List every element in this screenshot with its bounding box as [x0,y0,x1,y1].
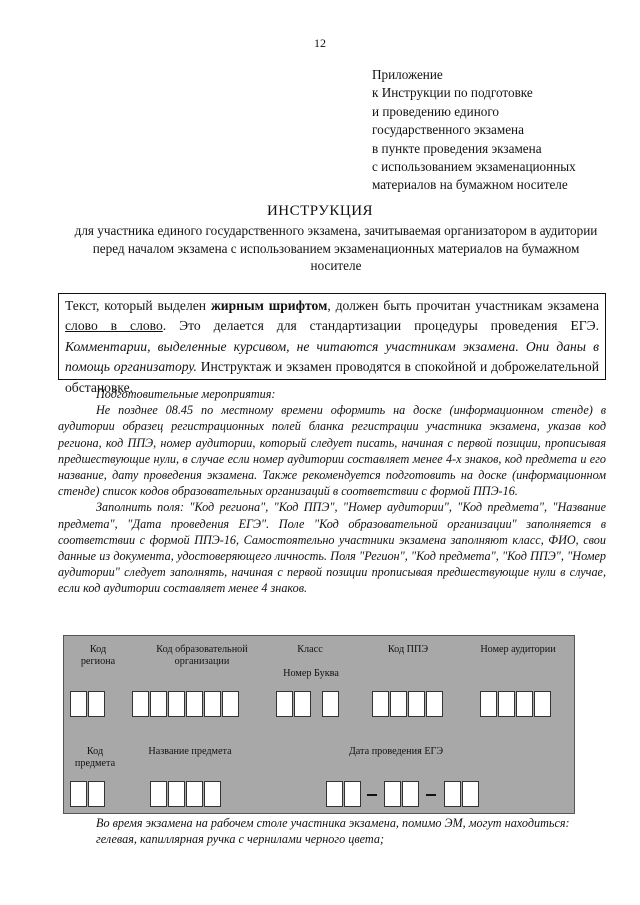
room-number-cell [480,691,497,717]
paragraph: Заполнить поля: "Код региона", "Код ППЭ", "Номер аудитории", "Код предмета", "Название предмета", "Дата проведения ЕГЭ". Поле "Код образовательной организации" заполняется в соответствии с формой ППЭ-16, Самостоятельно участники экзамена заполняют класс, ФИО, свои данные из документа, удостоверяющего личность. Поля "Регион", "Код предмета", "Код ППЭ", "Номер аудитории" следует заполнять, начиная с первой позиции прописывая предшествующие нули в случае, если код аудитории составляет менее 4 знаков. [58,500,606,596]
section-heading: Подготовительные мероприятия: [96,387,276,401]
appendix-line: в пункте проведения экзамена [372,140,542,156]
subject-code-cell [70,781,87,807]
appendix-header [372,66,576,195]
instructions-body [58,386,606,597]
org-code-cell [222,691,239,717]
date-separator [367,794,377,796]
document-title: ИНСТРУКЦИЯ [266,203,374,219]
region-cell [70,691,87,717]
subject-name-cell [150,781,167,807]
ppe-code-cell [372,691,389,717]
class-number-cell [294,691,311,717]
subject-name-cell [204,781,221,807]
date-year-cell [444,781,461,807]
room-number-cell [498,691,515,717]
registration-form-sample [63,635,575,814]
exam-desk-items [58,815,606,847]
paragraph: Не позднее 08.45 по местному времени оформить на доске (информационном стенде) в аудитории образец регистрационных полей бланка регистрации участника экзамена, указав код региона, код ППЭ, номер аудитории, который следует писать, начиная с первой позиции, прописывая предшествующие нули, в случае если номер аудитории составляет менее 4-х знаков, код предмета и его название, дату проведения экзамена. Также рекомендуется подготовить на доске (информационном стенде) список кодов образовательных организаций в соответствии с формой ППЭ-16. [58,403,606,499]
exam-date-label: Дата проведения ЕГЭ [348,746,444,757]
notice-text: , должен быть прочитан участникам экзамена [327,298,599,313]
region-code-label: Код региона [80,644,116,667]
appendix-line: государственного экзамена [372,122,524,138]
page-number: 12 [314,36,326,50]
date-month-cell [384,781,401,807]
ppe-code-cell [408,691,425,717]
date-day-cell [344,781,361,807]
subject-name-cell [186,781,203,807]
room-number-cell [516,691,533,717]
org-code-cell [186,691,203,717]
date-day-cell [326,781,343,807]
appendix-line: с использованием экзаменационных [372,159,576,175]
notice-underlined-text: слово в слово [65,318,163,334]
notice-text: Инструктаж и экзамен проводятся в спокойной и доброжелательной обстановке. [65,359,599,395]
notice-bold-text: жирным шрифтом [210,298,328,313]
notice-text: . Это делается для стандартизации процедуры проведения ЕГЭ. [162,318,599,334]
org-code-cell [204,691,221,717]
subject-name-cell [168,781,185,807]
ppe-code-cell [390,691,407,717]
appendix-line: и проведению единого [372,103,500,119]
class-letter-cell [322,691,339,717]
subject-code-label: Код предмета [74,746,116,769]
class-sub-label: Номер Буква [283,668,339,679]
ppe-code-label: Код ППЭ [387,644,429,655]
date-separator [426,794,436,796]
date-year-cell [462,781,479,807]
org-code-cell [132,691,149,717]
org-code-cell [168,691,185,717]
room-number-label: Номер аудитории [480,644,556,655]
notice-text: Текст, который выделен [65,298,211,313]
class-number-cell [276,691,293,717]
region-cell [88,691,105,717]
subject-name-label: Название предмета [148,746,232,757]
appendix-line: к Инструкции по подготовке [372,85,533,101]
document-subtitle: для участника единого государственного экзамена, зачитываемая организатором в аудитории перед началом экзамена с использованием экзаменационных материалов на бумажном носителе [74,223,598,273]
date-month-cell [402,781,419,807]
org-code-cell [150,691,167,717]
paragraph: гелевая, капиллярная ручка с чернилами черного цвета; [96,832,385,847]
paragraph: Во время экзамена на рабочем столе участника экзамена, помимо ЭМ, могут находиться: [96,816,570,830]
appendix-line: материалов на бумажном носителе [372,177,568,193]
subject-code-cell [88,781,105,807]
org-code-label: Код образовательной организации [156,644,248,667]
notice-italic-text: Комментарии, выделенные курсивом, не читаются участникам экзамена. Они даны в помощь организатору. [65,338,599,375]
ppe-code-cell [426,691,443,717]
room-number-cell [534,691,551,717]
class-label: Класс [297,644,323,655]
appendix-line: Приложение [372,67,443,82]
